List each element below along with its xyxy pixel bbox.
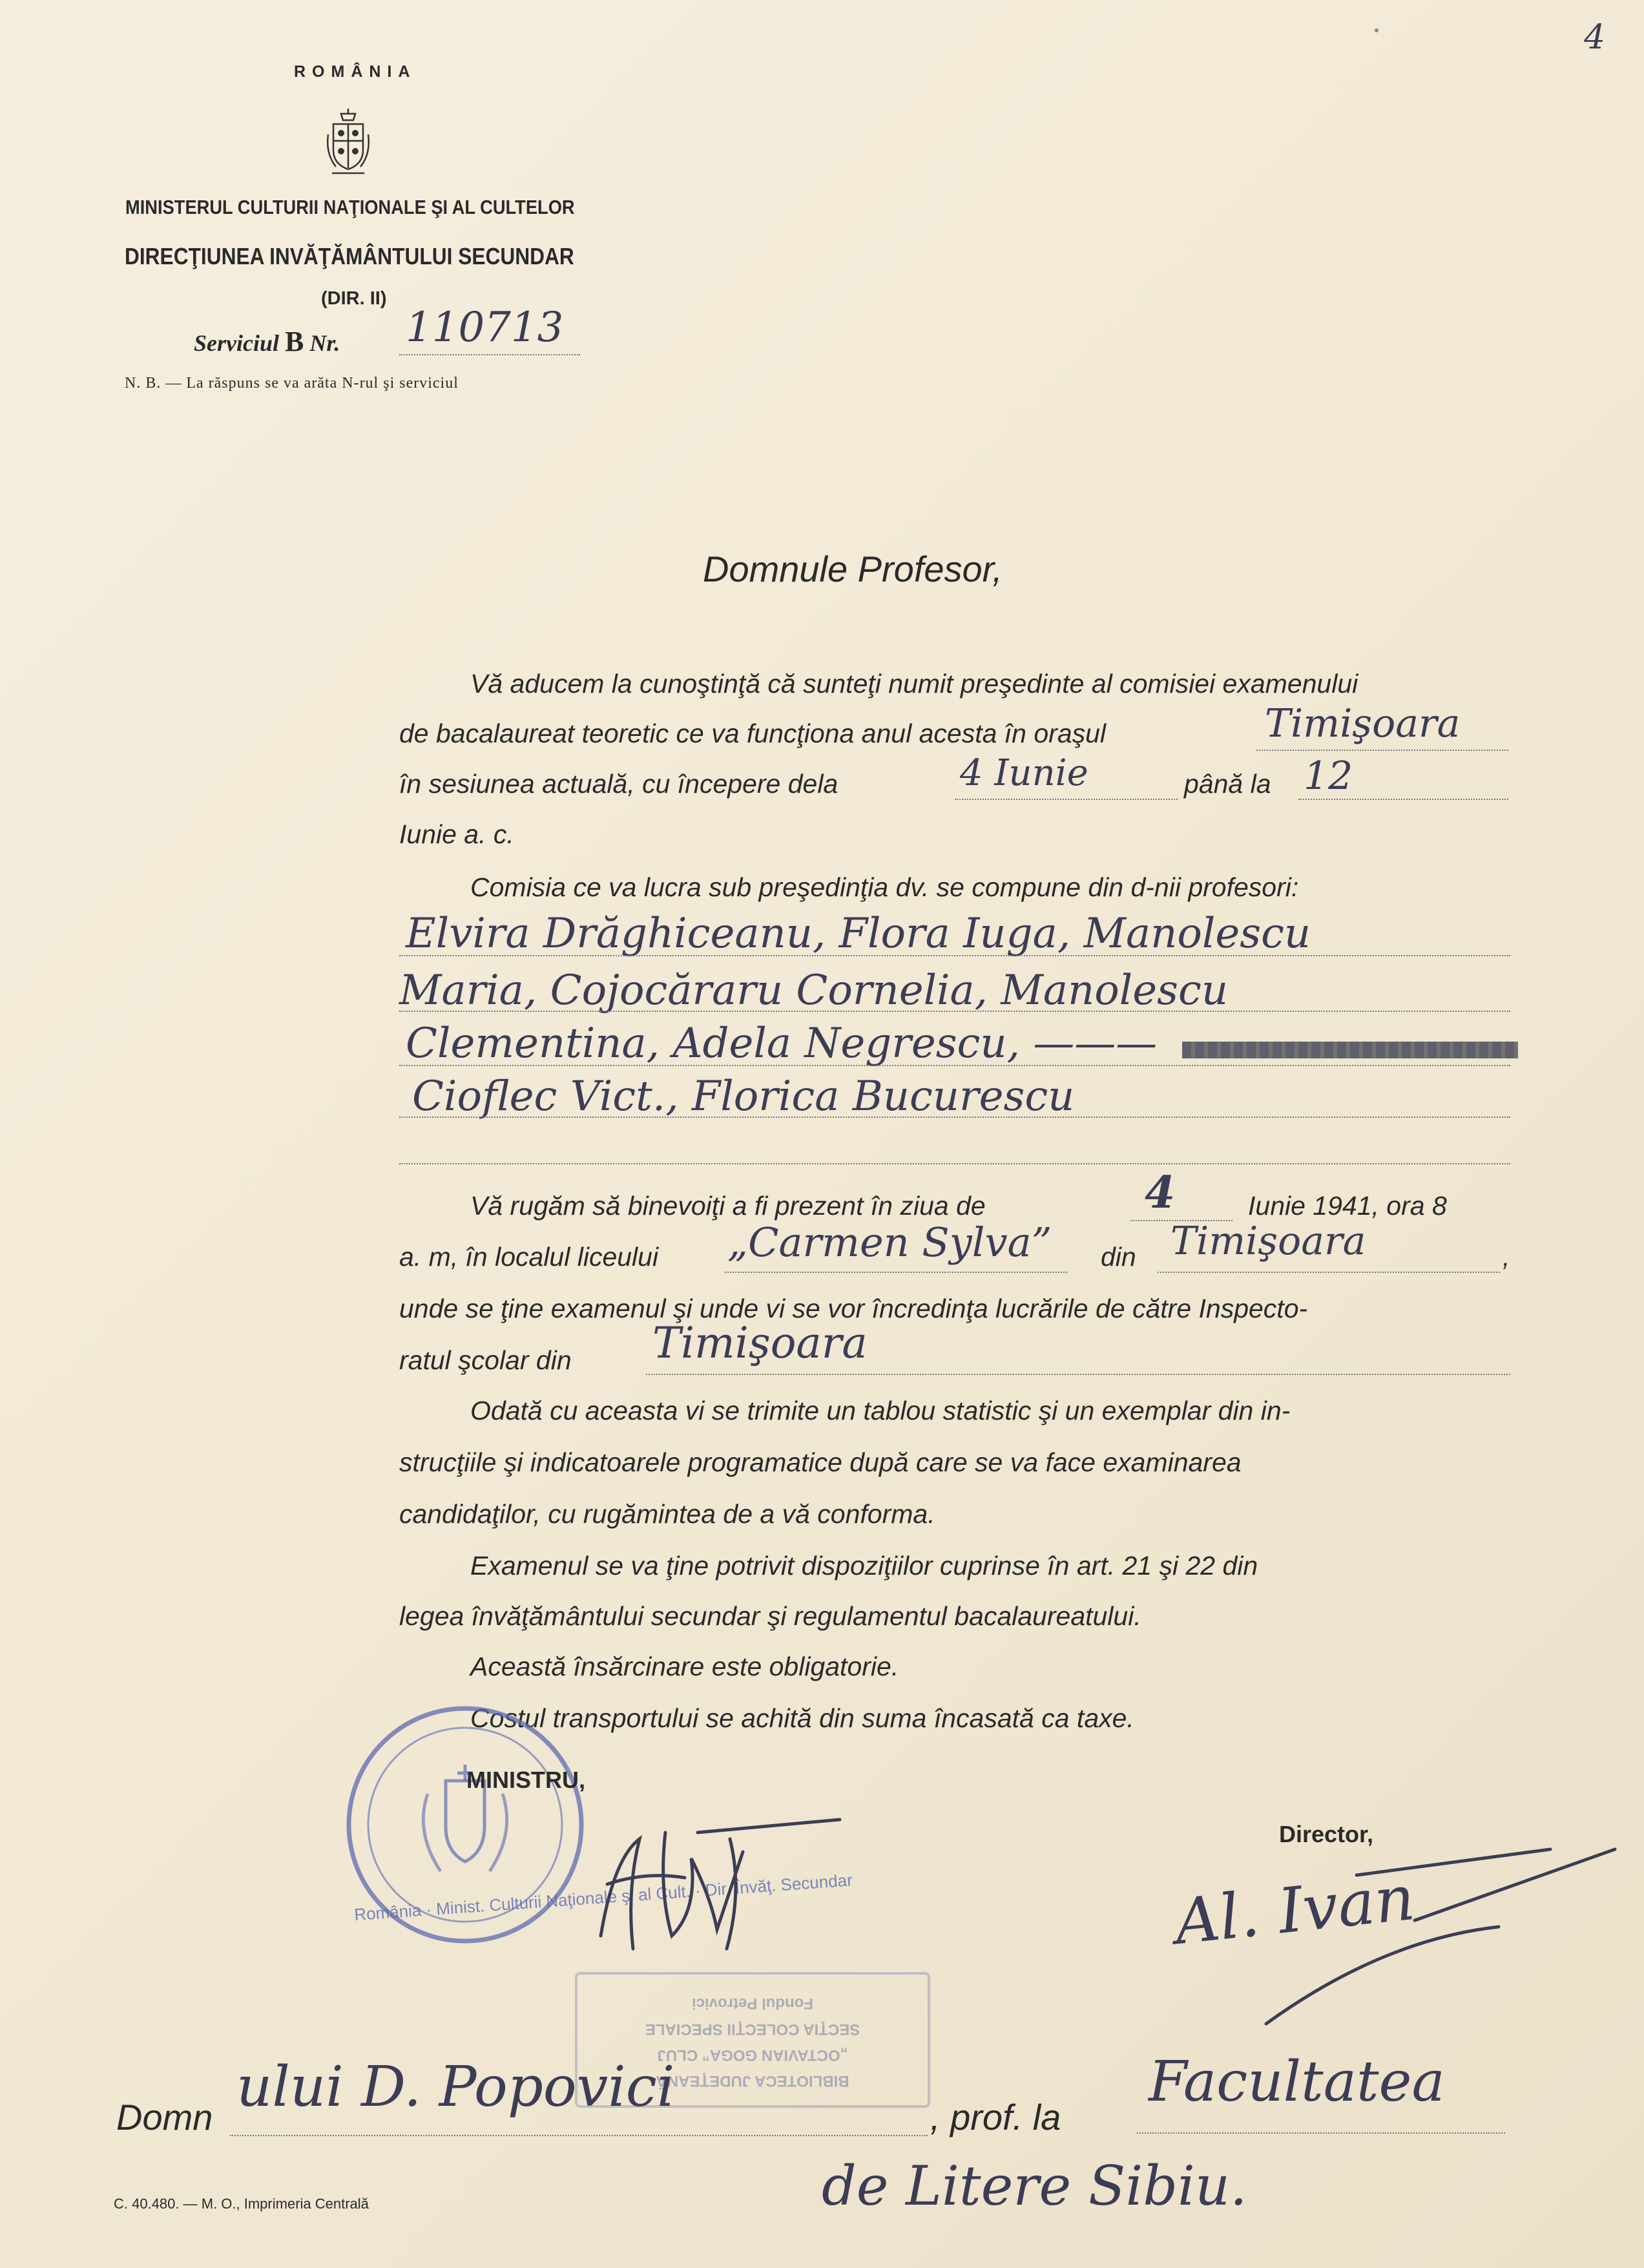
commission-line-3: Clementina, Adela Negrescu, ——— xyxy=(406,1020,1158,1067)
until-label: până la xyxy=(1184,769,1271,799)
page-number: 4 xyxy=(1584,18,1606,57)
domn-label: Domn xyxy=(116,2097,213,2137)
school-city-line xyxy=(1158,1272,1500,1273)
city-field: Timişoara xyxy=(1265,701,1461,746)
header-country: ROMÂNIA xyxy=(294,63,417,81)
para1-line2: de bacalaureat teoretic ce va funcţiona anul acesta în oraşul xyxy=(399,719,1107,748)
minister-signature xyxy=(581,1807,853,1962)
commission-line-4: Cioflec Vict., Florica Bucurescu xyxy=(412,1073,1075,1120)
day-field: 4 xyxy=(1145,1167,1176,1219)
service-number-line xyxy=(399,354,580,355)
commission-rule-4 xyxy=(399,1117,1510,1118)
inspect-city-line xyxy=(646,1374,1510,1375)
para4-line2: legea învăţământului secundar şi regulamentul bacalaureatului. xyxy=(399,1601,1141,1631)
service-line xyxy=(194,325,340,358)
director-signature-flourish xyxy=(1189,1836,1628,2030)
para6: Costul transportului se achită din suma încasată ca taxe. xyxy=(470,1703,1134,1733)
para2-line1-post: Iunie 1941, ora 8 xyxy=(1248,1191,1447,1221)
start-date-line xyxy=(955,799,1178,800)
commission-line-1: Elvira Drăghiceanu, Flora Iuga, Manolescu xyxy=(406,910,1311,958)
library-stamp-line2: „OCTAVIAN GOGA” CLUJ xyxy=(657,2046,848,2064)
service-label: Serviciul xyxy=(194,330,279,356)
institution-line2: de Litere Sibiu. xyxy=(822,2154,1247,2218)
addressee-name-line xyxy=(230,2135,928,2136)
service-number: 110713 xyxy=(406,304,564,352)
para1-line4: Iunie a. c. xyxy=(399,819,514,849)
end-date-line xyxy=(1298,799,1508,800)
institution-line1: Facultatea xyxy=(1149,2050,1445,2114)
start-date-field: 4 Iunie xyxy=(960,752,1088,794)
para1-line1: Vă aducem la cunoştinţă că sunteţi numit preşedinte al comisiei examenului xyxy=(470,669,1358,698)
inspect-city-field: Timişoara xyxy=(652,1318,868,1368)
director-signature: Al. Ivan xyxy=(1171,1861,1419,1959)
commission-intro: Comisia ce va lucra sub preşedinţia dv. se compune din d-nii profesori: xyxy=(470,872,1299,902)
para5: Această însărcinare este obligatorie. xyxy=(470,1652,899,1681)
para4-line1: Examenul se va ţine potrivit dispoziţiilor cuprinse în art. 21 şi 22 din xyxy=(470,1551,1258,1580)
service-letter: B xyxy=(285,326,304,357)
commission-line-2: Maria, Cojocăraru Cornelia, Manolescu xyxy=(399,967,1229,1014)
header-department: DIRECŢIUNEA INVĂŢĂMÂNTULUI SECUNDAR xyxy=(125,243,574,269)
commission-rule-2 xyxy=(399,1011,1510,1012)
addressee-name: ului D. Popovici xyxy=(236,2055,675,2119)
para2-line3: unde se ţine examenul şi unde vi se vor încredinţa lucrările de către Inspecto- xyxy=(399,1294,1308,1323)
struck-out-name xyxy=(1182,1042,1518,1058)
stamp-text: România · Minist. Culturii Naţionale şi al Cult. · Dir. Învăţ. Secundar xyxy=(353,1870,853,1925)
para2-line2: a. m, în localul liceului xyxy=(399,1242,659,1272)
minister-label: MINISTRU, xyxy=(466,1767,585,1793)
salutation: Domnule Profesor, xyxy=(703,549,1003,589)
coat-of-arms-icon xyxy=(327,109,369,181)
library-stamp-line1: BIBLIOTECA JUDEŢEANĂ xyxy=(656,2072,849,2090)
library-stamp-line3: SECŢIA COLECŢII SPECIALE xyxy=(645,2021,860,2038)
para3-line1: Odată cu aceasta vi se trimite un tablou statistic şi un exemplar din in- xyxy=(470,1396,1291,1425)
para3-line2: strucţiile şi indicatoarele programatice după care se va face examinarea xyxy=(399,1447,1242,1477)
commission-rule-5 xyxy=(399,1163,1510,1164)
header-division: (DIR. II) xyxy=(321,288,387,309)
school-line xyxy=(725,1272,1067,1273)
from-label: din xyxy=(1101,1242,1136,1272)
city-line xyxy=(1256,750,1508,751)
para1-line3: în sesiunea actuală, cu începere dela xyxy=(399,769,838,799)
commission-rule-3 xyxy=(399,1065,1510,1066)
header-ministry: MINISTERUL CULTURII NAŢIONALE ŞI AL CULTELOR xyxy=(125,196,575,218)
comma: , xyxy=(1503,1242,1510,1272)
commission-rule-1 xyxy=(399,955,1510,956)
para2-line4: ratul şcolar din xyxy=(399,1345,572,1375)
printer-footer: C. 40.480. — M. O., Imprimeria Centrală xyxy=(114,2196,369,2212)
institution-line xyxy=(1137,2132,1505,2134)
director-label: Director, xyxy=(1279,1821,1374,1847)
paper-speck xyxy=(1375,28,1379,32)
end-date-field: 12 xyxy=(1304,753,1353,799)
school-city-field: Timişoara xyxy=(1171,1219,1366,1264)
para3-line3: candidaţilor, cu rugămintea de a vă conforma. xyxy=(399,1499,935,1529)
library-stamp-line4: Fondul Petrovici xyxy=(692,1995,814,2012)
school-field: „Carmen Sylva” xyxy=(727,1219,1052,1266)
para2-line1: Vă rugăm să binevoiţi a fi prezent în ziua de xyxy=(470,1191,986,1221)
header-note: N. B. — La răspuns se va arăta N-rul şi serviciul xyxy=(125,375,459,392)
prof-label: , prof. la xyxy=(930,2097,1061,2137)
nr-label: Nr. xyxy=(309,330,340,356)
